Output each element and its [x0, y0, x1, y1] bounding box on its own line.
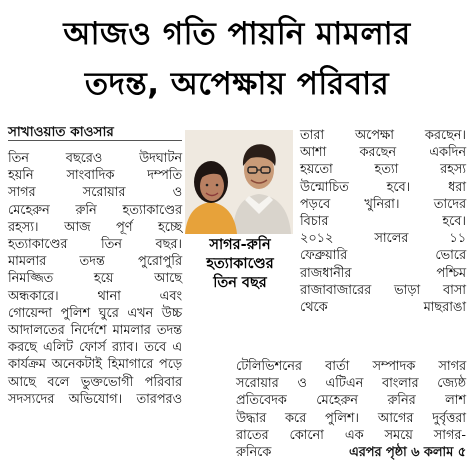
- byline: সাখাওয়াত কাওসার: [8, 124, 114, 140]
- body-line: উদ্ধার করে পুলিশ। আগের দুর্বৃত্তরা: [236, 410, 466, 426]
- body-line: প্রতিবেদক মেহেরুন রুনির লাশ: [236, 393, 466, 409]
- body-line: ফেব্রুয়ারি ভোরে: [300, 248, 466, 264]
- body-line: সদস্যদের অভিযোগ। তারপরও: [8, 391, 182, 407]
- body-column-3: [236, 358, 466, 461]
- body-line: বিচার হবে।: [300, 214, 466, 230]
- photo-caption-line-1: সাগর-রুনি: [209, 237, 271, 253]
- couple-photo: [185, 130, 293, 234]
- headline-line-1: আজও গতি পায়নি মামলার: [63, 16, 411, 52]
- body-line: রুনিকে এরপর পৃষ্ঠা ৬ কলাম ৫: [236, 445, 466, 461]
- body-line: থেকে মাছরাঙা: [300, 300, 466, 316]
- body-line: রাতের কোনো এক সময়ে সাগর-: [236, 427, 466, 443]
- body-line: উন্মোচিত হবে। ধরা: [300, 179, 466, 195]
- body-line: হয়তো হত্যা রহস্য: [300, 162, 466, 178]
- couple-photo-image: [185, 130, 293, 234]
- body-column-2: [300, 127, 466, 316]
- body-line: সরোয়ার ও এটিএন বাংলার জ্যেষ্ঠ: [236, 376, 466, 392]
- photo-caption-line-2: হত্যাকাণ্ডের: [206, 256, 274, 272]
- headline-line-2: তদন্ত, অপেক্ষায় পরিবার: [84, 66, 390, 102]
- body-line: মামলার তদন্ত পুরোপুরি: [8, 254, 182, 270]
- body-line: আছে বলে ভুক্তভোগী পরিবার: [8, 374, 182, 390]
- body-line: করছে এলিট ফোর্স র‌্যাব। তবে এ: [8, 340, 182, 356]
- body-line: হয়নি সাংবাদিক দম্পতি: [8, 168, 182, 184]
- body-line: তিন বছরেও উদঘাটন: [8, 151, 182, 166]
- body-line: তারা অপেক্ষা করছেন।: [300, 128, 466, 143]
- photo-caption-line-3: তিন বছর: [213, 275, 267, 291]
- body-line: কার্যক্রম অনেকটাই হিমাগারে পড়ে: [8, 357, 182, 373]
- body-line: মেহেরুন রুনি হত্যাকাণ্ডের: [8, 202, 182, 218]
- body-line: হত্যাকাণ্ডের তিন বছর।: [8, 237, 182, 253]
- body-line: নিমজ্জিত হয়ে আছে: [8, 271, 182, 287]
- body-line: গোয়েন্দা পুলিশ ঘুরে এখন উচ্চ: [8, 305, 182, 321]
- continued-on-page-note: এরপর পৃষ্ঠা ৬ কলাম ৫: [349, 445, 466, 461]
- body-line: রাজাবাজারের ভাড়া বাসা: [300, 282, 466, 298]
- body-column-1: [8, 150, 182, 408]
- photo-caption: [186, 236, 294, 293]
- body-line: পড়বে খুনিরা। তাদের: [300, 196, 466, 212]
- body-line: আশা করছেন একদিন: [300, 145, 466, 161]
- body-line: ২০১২ সালের ১১: [300, 231, 466, 247]
- body-line: অন্ধকারে। থানা এবং: [8, 288, 182, 304]
- body-line: রহস্য। আজ পূর্ণ হচ্ছে: [8, 219, 182, 235]
- body-line: রাজধানীর পশ্চিম: [300, 265, 466, 281]
- byline-divider: [8, 140, 182, 141]
- body-line: আদালতের নির্দেশে মামলার তদন্ত: [8, 323, 182, 339]
- body-line: সাগর সরোয়ার ও: [8, 185, 182, 201]
- body-line: টেলিভিশনের বার্তা সম্পাদক সাগর: [236, 359, 466, 374]
